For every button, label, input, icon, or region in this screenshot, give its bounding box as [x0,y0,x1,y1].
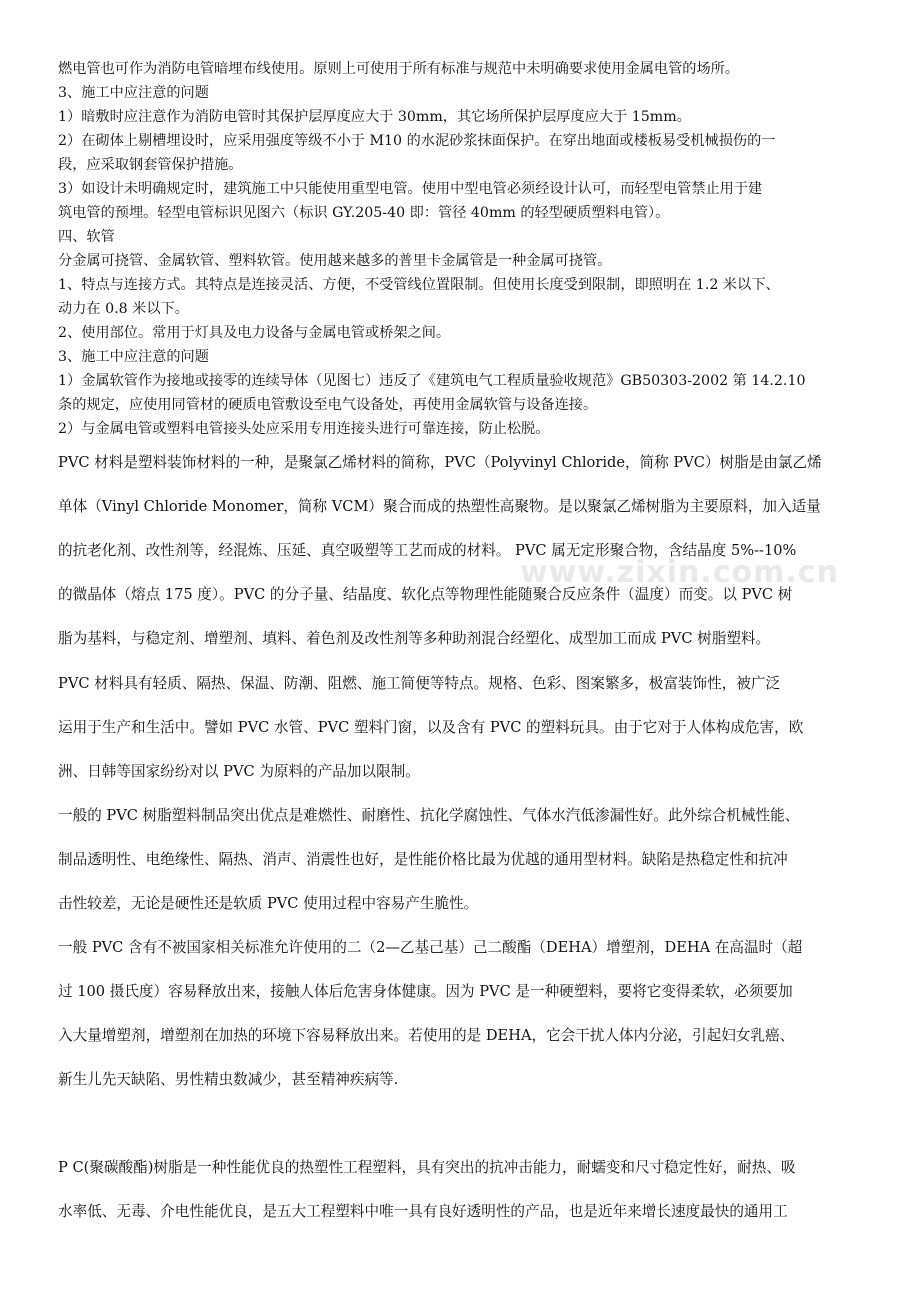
text-line: 一般的 PVC 树脂塑料制品突出优点是难燃性、耐磨性、抗化学腐蚀性、气体水汽低渗漏性好。此外综合机械性能、 [58,807,800,824]
text-line: 3、施工中应注意的问题 [58,349,209,365]
text-line: 1）暗敷时应注意作为消防电管时其保护层厚度应大于 30mm，其它场所保护层厚度应大于 15mm。 [58,109,691,125]
text-line: 2）与金属电管或塑料电管接头处应采用专用连接头进行可靠连接，防止松脱。 [58,421,550,437]
text-line: 1、特点与连接方式。其特点是连接灵活、方便，不受管线位置限制。但使用长度受到限制，即照明在 1.2 米以下、 [58,277,780,293]
text-line: 的抗老化剂、改性剂等，经混炼、压延、真空吸塑等工艺而成的材料。 PVC 属无定形聚合物，含结晶度 5%--10% [58,542,797,559]
text-line: 制品透明性、电绝缘性、隔热、消声、消震性也好，是性能价格比最为优越的通用型材料。缺陷是热稳定性和抗冲 [58,851,788,868]
text-line: 运用于生产和生活中。譬如 PVC 水管、PVC 塑料门窗，以及含有 PVC 的塑料玩具。由于它对于人体构成危害，欧 [58,719,804,736]
text-line: 段，应采取钢套管保护措施。 [58,157,243,173]
watermark: www.zixin.com.cn [520,555,839,590]
text-line: 水率低、无毒、介电性能优良，是五大工程塑料中唯一具有良好透明性的产品，也是近年来增长速度最快的通用工 [58,1203,788,1220]
text-line: 2）在砌体上剔槽埋设时，应采用强度等级不小于 M10 的水泥砂浆抹面保护。在穿出地面或楼板易受机械损伤的一 [58,133,776,149]
text-line: 一般 PVC 含有不被国家相关标准允许使用的二（2—乙基己基）己二酸酯（DEHA）增塑剂，DEHA 在高温时（超 [58,939,803,956]
text-line: PVC 材料是塑料装饰材料的一种，是聚氯乙烯材料的简称，PVC（Polyvinyl Chloride，简称 PVC）树脂是由氯乙烯 [58,454,822,471]
text-line: 筑电管的预埋。轻型电管标识见图六（标识 GY.205-40 即：管径 40mm 的轻型硬质塑料电管）。 [58,205,670,221]
text-line: 过 100 摄氏度）容易释放出来，接触人体后危害身体健康。因为 PVC 是一种硬塑料，要将它变得柔软，必须要加 [58,983,793,1000]
text-line: 分金属可挠管、金属软管、塑料软管。使用越来越多的普里卡金属管是一种金属可挠管。 [58,253,612,269]
text-line: 击性较差，无论是硬性还是软质 PVC 使用过程中容易产生脆性。 [58,895,479,912]
text-line: 3、施工中应注意的问题 [58,85,209,101]
text-line: 的微晶体（熔点 175 度）。PVC 的分子量、结晶度、软化点等物理性能随聚合反应条件（温度）而变。以 PVC 树 [58,586,793,603]
text-line: 洲、日韩等国家纷纷对以 PVC 为原料的产品加以限制。 [58,763,420,780]
text-line: 燃电管也可作为消防电管暗埋布线使用。原则上可使用于所有标准与规范中未明确要求使用金属电管的场所。 [58,61,740,77]
text-line: PVC 材料具有轻质、隔热、保温、防潮、阻燃、施工简便等特点。规格、色彩、图案繁多，极富装饰性，被广泛 [58,675,781,692]
text-line: 入大量增塑剂，增塑剂在加热的环境下容易释放出来。若使用的是 DEHA，它会干扰人体内分泌，引起妇女乳癌、 [58,1027,795,1044]
section-heading: 四、软管 [58,229,115,245]
text-line: 1）金属软管作为接地或接零的连续导体（见图七）违反了《建筑电气工程质量验收规范》GB50303-2002 第 14.2.10 [58,373,806,389]
text-line: 3）如设计未明确规定时，建筑施工中只能使用重型电管。使用中型电管必须经设计认可，而轻型电管禁止用于建 [58,181,763,197]
text-line: 动力在 0.8 米以下。 [58,301,189,317]
text-line: 条的规定，应使用同管材的硬质电管敷设至电气设备处，再使用金属软管与设备连接。 [58,397,598,413]
text-line: 2、使用部位。常用于灯具及电力设备与金属电管或桥架之间。 [58,325,451,341]
text-line: 新生儿先天缺陷、男性精虫数减少，甚至精神疾病等. [58,1071,399,1088]
text-line: P C(聚碳酸酯)树脂是一种性能优良的热塑性工程塑料，具有突出的抗冲击能力，耐蠕变和尺寸稳定性好，耐热、吸 [58,1159,796,1176]
text-line: 单体（Vinyl Chloride Monomer，简称 VCM）聚合而成的热塑性高聚物。是以聚氯乙烯树脂为主要原料，加入适量 [58,498,821,515]
text-line: 脂为基料，与稳定剂、增塑剂、填料、着色剂及改性剂等多种助剂混合经塑化、成型加工而成 PVC 树脂塑料。 [58,630,771,647]
